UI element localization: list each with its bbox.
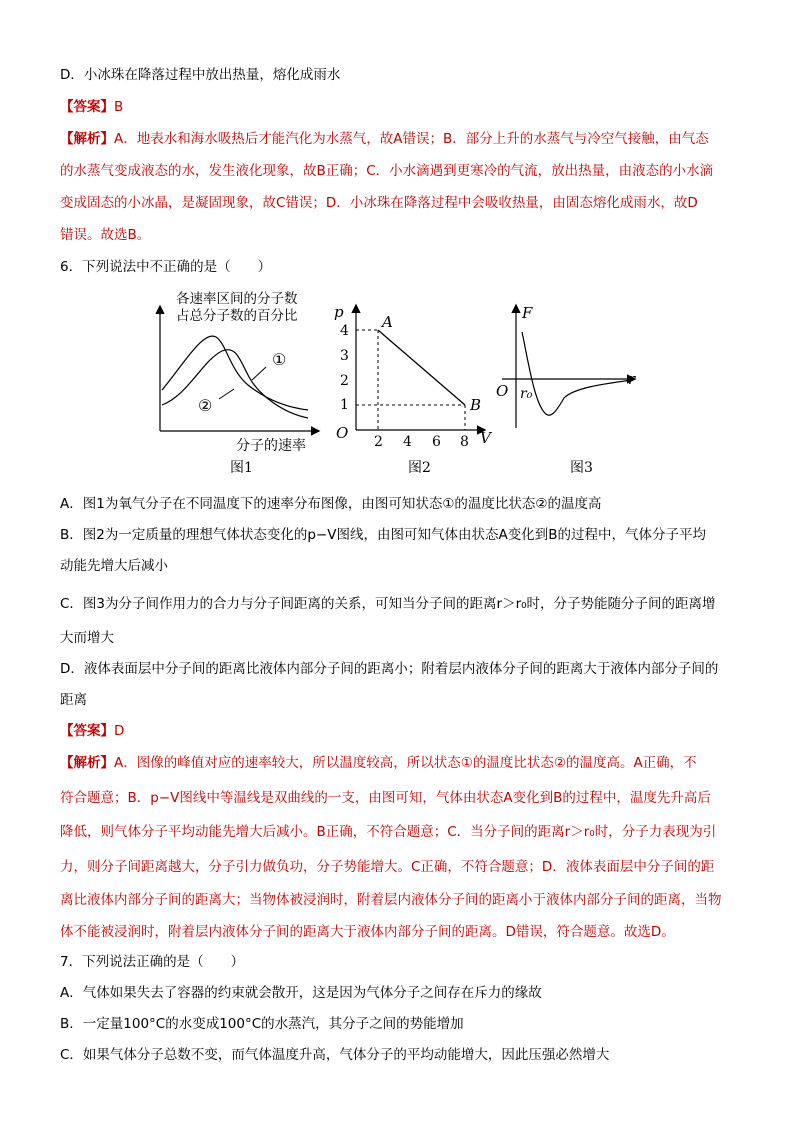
fig2-point-a: A	[382, 313, 393, 331]
figure-2	[332, 300, 497, 475]
fig3-force-curve	[522, 332, 632, 415]
q6-analysis-line: 【解析】A．图像的峰值对应的速率较大，所以温度较高，所以状态①的温度比状态②的温度高。A正确，不	[60, 755, 697, 771]
fig2-ytick: 4	[340, 323, 349, 339]
q6-option-d-cont: 距离	[60, 692, 87, 708]
fig2-xtick: 8	[460, 434, 469, 450]
answer-value: B	[114, 99, 124, 115]
analysis-label: 【解析】	[60, 755, 114, 771]
fig1-curve-2-label: ②	[198, 396, 213, 415]
figure-3	[492, 300, 642, 475]
fig2-state-line	[378, 330, 465, 405]
figure-1	[148, 285, 328, 475]
fig1-ylabel-1: 各速率区间的分子数	[176, 291, 298, 307]
fig2-xtick: 4	[403, 434, 412, 450]
analysis-label: 【解析】	[60, 131, 114, 147]
answer-label: 【答案】	[60, 99, 114, 115]
q6-analysis-line: 离比液体内部分子间的距离大；当物体被浸润时，附着层内液体分子间的距离小于液体内部分子间的距离，当物	[60, 892, 722, 908]
fig2-p-label: p	[334, 303, 344, 321]
q5-analysis-line: 变成固态的小冰晶，是凝固现象，故C错误；D．小冰珠在降落过程中会吸收热量，由固态熔化成雨水，故D	[60, 195, 698, 211]
fig2-ytick: 1	[340, 397, 349, 413]
answer-value: D	[114, 723, 125, 739]
q5-analysis-line: 的水蒸气变成液态的水，发生液化现象，故B正确；C．小水滴遇到更寒冷的气流，放出热量，由液态的小水滴	[60, 163, 714, 179]
q6-analysis-line: 降低，则气体分子平均动能先增大后减小。B正确，不符合题意；C．当分子间的距离r＞r₀时，分子力表现为引	[60, 824, 717, 840]
q5-option-d: D．小冰珠在降落过程中放出热量，熔化成雨水	[60, 67, 341, 83]
fig1-leader-1	[252, 367, 266, 380]
fig3-f-label: F	[522, 304, 533, 322]
fig1-caption: 图1	[230, 460, 253, 475]
fig2-origin: O	[336, 424, 349, 442]
fig2-ytick: 2	[340, 373, 349, 389]
q6-option-b-cont: 动能先增大后减小	[60, 558, 168, 574]
fig1-curve-1-label: ①	[272, 350, 287, 369]
fig3-origin: O	[496, 382, 509, 400]
fig3-r-label: r	[628, 370, 636, 388]
fig1-curve-1	[162, 336, 308, 410]
q6-analysis-line: 体不能被浸润时，附着层内液体分子间的距离大于液体内部分子间的距离。D错误，符合题意。故选D。	[60, 924, 675, 940]
fig2-point-b: B	[470, 396, 482, 414]
q5-analysis-line: 【解析】A．地表水和海水吸热后才能汽化为水蒸气，故A错误；B．部分上升的水蒸气与冷空气接触，由气态	[60, 131, 709, 147]
q7-option-c: C．如果气体分子总数不变，而气体温度升高，气体分子的平均动能增大，因此压强必然增大	[60, 1047, 610, 1063]
q5-analysis-line: 错误。故选B。	[60, 227, 151, 243]
fig1-ylabel-2: 占总分子数的百分比	[176, 308, 298, 324]
fig1-leader-2	[219, 389, 234, 399]
fig3-r0: r₀	[520, 386, 533, 402]
q6-option-d: D．液体表面层中分子间的距离比液体内部分子间的距离小；附着层内液体分子间的距离大于液体内部分子间的	[60, 661, 719, 677]
q7-option-b: B．一定量100°C的水变成100°C的水蒸汽，其分子之间的势能增加	[60, 1016, 464, 1032]
fig1-xlabel: 分子的速率	[236, 438, 306, 454]
q6-answer	[60, 721, 124, 741]
q6-stem: 6．下列说法中不正确的是（ ）	[60, 259, 272, 275]
q5-answer	[60, 97, 123, 117]
q7-stem: 7．下列说法正确的是（ ）	[60, 954, 245, 970]
answer-label: 【答案】	[60, 723, 114, 739]
fig2-xtick: 2	[374, 434, 383, 450]
fig2-xtick: 6	[432, 434, 441, 450]
q6-option-c-cont: 大而增大	[60, 630, 114, 646]
q6-option-b: B．图2为一定质量的理想气体状态变化的p−V图线，由图可知气体由状态A变化到B的过程中，气体分子平均	[60, 527, 706, 543]
q7-option-a: A．气体如果失去了容器的约束就会散开，这是因为气体分子之间存在斥力的缘故	[60, 985, 542, 1001]
fig3-caption: 图3	[570, 460, 593, 475]
fig2-v-label: V	[480, 429, 491, 447]
fig2-ytick: 3	[340, 348, 349, 364]
q6-analysis-line: 符合题意；B．p−V图线中等温线是双曲线的一支，由图可知，气体由状态A变化到B的过程中，温度先升高后	[60, 790, 711, 806]
q6-analysis-line: 力，则分子间距离越大，分子引力做负功，分子势能增大。C正确，不符合题意；D．液体表面层中分子间的距	[60, 859, 715, 875]
q6-option-a: A．图1为氧气分子在不同温度下的速率分布图像，由图可知状态①的温度比状态②的温度高	[60, 496, 602, 512]
fig2-caption: 图2	[408, 460, 431, 475]
q6-option-c: C．图3为分子间作用力的合力与分子间距离的关系，可知当分子间的距离r＞r₀时，分子势能随分子间的距离增	[60, 596, 716, 612]
